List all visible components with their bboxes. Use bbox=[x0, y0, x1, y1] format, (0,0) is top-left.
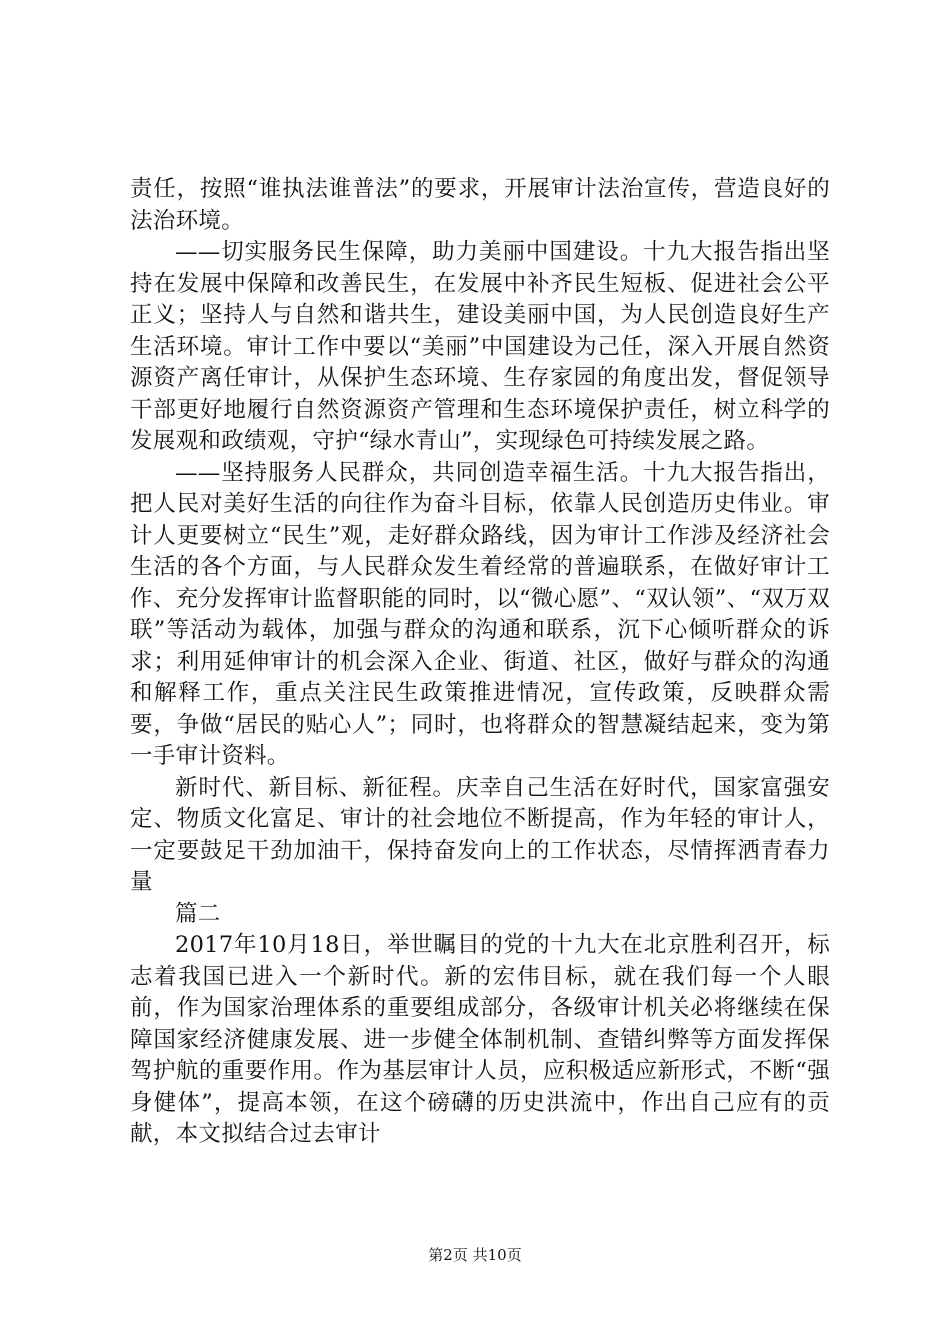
paragraph-continuation: 责任，按照“谁执法谁普法”的要求，开展审计法治宣传，营造良好的法治环境。 bbox=[130, 176, 830, 234]
paragraph-livelihood: ——切实服务民生保障，助力美丽中国建设。十九大报告指出坚持在发展中保障和改善民生，在发展中补齐民生短板、促进社会公平正义；坚持人与自然和谐共生，建设美丽中国，为人民创造良好生产生活环境。审计工作中要以“美丽”中国建设为己任，深入开展自然资源资产离任审计，从保护生态环境、生存家园的角度出发，督促领导干部更好地履行自然资源资产管理和生态环境保护责任，树立科学的发展观和政绩观，守护“绿水青山”，实现绿色可持续发展之路。 bbox=[130, 239, 830, 454]
paragraph-new-era: 新时代、新目标、新征程。庆幸自己生活在好时代，国家富强安定、物质文化富足、审计的社会地位不断提高，作为年轻的审计人，一定要鼓足干劲加油干，保持奋发向上的工作状态，尽情挥洒青春力量 bbox=[130, 774, 830, 895]
paragraph-section-two-intro: 2017年10月18日，举世瞩目的党的十九大在北京胜利召开，标志着我国已进入一个新时代。新的宏伟目标，就在我们每一个人眼前，作为国家治理体系的重要组成部分，各级审计机关必将继续在保障国家经济健康发展、进一步健全体制机制、查错纠弊等方面发挥保驾护航的重要作用。作为基层审计人员，应积极适应新形式，不断“强身健体”，提高本领，在这个磅礴的历史洪流中，作出自己应有的贡献，本文拟结合过去审计 bbox=[130, 932, 830, 1147]
page-number-footer: 第2页 共10页 bbox=[428, 1246, 522, 1264]
paragraph-serve-people: ——坚持服务人民群众，共同创造幸福生活。十九大报告指出，把人民对美好生活的向往作为奋斗目标，依靠人民创造历史伟业。审计人更要树立“民生”观，走好群众路线，因为审计工作涉及经济社会生活的各个方面，与人民群众发生着经常的普遍联系，在做好审计工作、充分发挥审计监督职能的同时，以“微心愿”、“双认领”、“双万双联”等活动为载体，加强与群众的沟通和联系，沉下心倾听群众的诉求；利用延伸审计的机会深入企业、街道、社区，做好与群众的沟通和解释工作，重点关注民生政策推进情况，宣传政策，反映群众需要，争做“居民的贴心人”；同时，也将群众的智慧凝结起来，变为第一手审计资料。 bbox=[130, 459, 830, 769]
document-body bbox=[130, 174, 830, 1151]
section-heading: 篇二 bbox=[175, 900, 221, 927]
